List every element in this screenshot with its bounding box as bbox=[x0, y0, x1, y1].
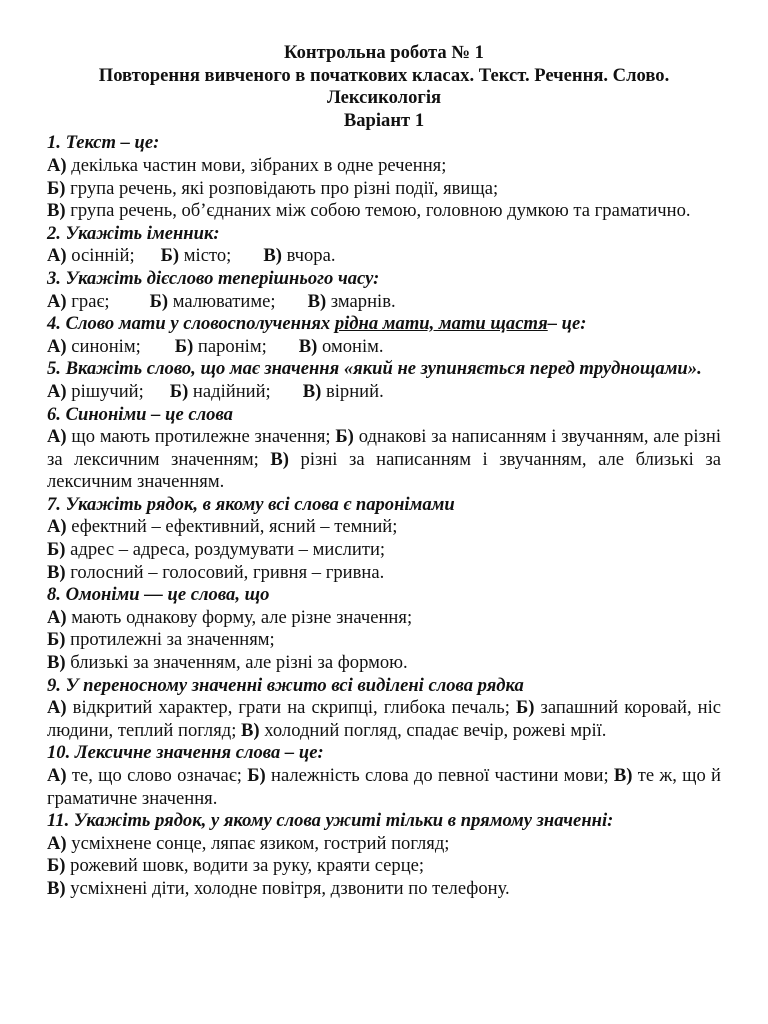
question-6: 6. Синоніми – це слова bbox=[47, 403, 233, 425]
option-text: що мають протилежне значення; bbox=[66, 426, 336, 448]
option-text: те ж, що й граматичне значення. bbox=[47, 765, 721, 809]
test-topic: Повторення вивченого в початкових класах. Текст. Речення. Слово. bbox=[98, 64, 670, 86]
question-text: – це: bbox=[547, 313, 587, 335]
option-label: В) bbox=[241, 719, 260, 741]
option-label: В) bbox=[47, 200, 66, 222]
option-text: близькі за значенням, але різні за формою. bbox=[65, 652, 408, 674]
option-label: А) bbox=[47, 426, 67, 448]
q8-option-c bbox=[47, 652, 721, 675]
option-label: Б) bbox=[247, 765, 266, 786]
option-label: В) bbox=[270, 448, 289, 470]
question-1: 1. Текст – це: bbox=[47, 132, 160, 154]
option-label: В) bbox=[263, 245, 282, 267]
option-text: рожевий шовк, водити за руку, краяти серце; bbox=[65, 855, 425, 877]
question-10: 10. Лексичне значення слова – це: bbox=[47, 742, 324, 764]
question-2: 2. Укажіть іменник: bbox=[47, 222, 220, 244]
option-label: А) bbox=[47, 606, 67, 628]
question-text: 4. Слово мати у словосполученнях bbox=[47, 313, 335, 335]
question-11: 11. Укажіть рядок, у якому слова ужиті тільки в прямому значенні: bbox=[47, 810, 614, 832]
option-label: В) bbox=[47, 652, 66, 674]
option-text: те, що слово означає; bbox=[66, 765, 248, 786]
option-text: рішучий; bbox=[66, 380, 144, 402]
q1-option-a bbox=[47, 155, 721, 178]
option-label: А) bbox=[47, 335, 67, 357]
option-text: належність слова до певної частини мови; bbox=[265, 765, 614, 786]
q11-option-b bbox=[47, 855, 721, 878]
q4-options bbox=[47, 336, 721, 359]
option-text: відкритий характер, грати на скрипці, глибока печаль; bbox=[66, 697, 516, 719]
option-label: Б) bbox=[47, 629, 66, 651]
option-text: однакові за написанням і звучанням, але різні за лексичним значенням; bbox=[47, 426, 721, 470]
question-5: 5. Вкажіть слово, що має значення «який не зупиняється перед труднощами». bbox=[47, 358, 702, 380]
option-text: паронім; bbox=[193, 335, 267, 357]
option-label: Б) bbox=[335, 426, 354, 448]
option-text: осінній; bbox=[66, 245, 135, 267]
question-4 bbox=[47, 313, 721, 336]
option-label: Б) bbox=[149, 290, 169, 312]
option-text: усміхнене сонце, ляпає язиком, гострий погляд; bbox=[66, 832, 450, 854]
question-3: 3. Укажіть дієслово теперішнього часу: bbox=[47, 267, 380, 289]
option-label: В) bbox=[302, 380, 322, 402]
option-text: група речень, які розповідають про різні події, явища; bbox=[65, 177, 499, 199]
option-text: декілька частин мови, зібраних в одне речення; bbox=[66, 154, 447, 176]
option-text: ефектний – ефективний, ясний – темний; bbox=[66, 516, 398, 538]
option-text: запашний коровай, ніс людини, теплий погляд; bbox=[47, 697, 722, 741]
option-label: Б) bbox=[47, 855, 66, 877]
option-label: Б) bbox=[169, 380, 189, 402]
question-9: 9. У переносному значенні вжито всі виділені слова рядка bbox=[47, 674, 524, 696]
option-label: А) bbox=[47, 245, 67, 267]
option-label: Б) bbox=[160, 245, 180, 267]
q11-option-c bbox=[47, 878, 721, 901]
option-label: В) bbox=[307, 290, 327, 312]
option-text: група речень, об’єднаних між собою темою, головною думкою та граматично. bbox=[65, 200, 691, 222]
option-text: протилежні за значенням; bbox=[65, 629, 275, 651]
question-7: 7. Укажіть рядок, в якому всі слова є паронімами bbox=[47, 493, 455, 515]
q1-option-c bbox=[47, 200, 721, 223]
q1-option-b bbox=[47, 178, 721, 201]
option-label: А) bbox=[47, 380, 67, 402]
option-label: А) bbox=[47, 765, 67, 786]
test-topic-continued: Лексикологія bbox=[326, 87, 442, 109]
option-text: місто; bbox=[179, 245, 232, 267]
q2-options bbox=[47, 245, 721, 268]
q9-options bbox=[47, 697, 721, 742]
option-text: малюватиме; bbox=[168, 290, 276, 312]
question-8: 8. Омоніми — це слова, що bbox=[47, 584, 270, 606]
option-label: А) bbox=[47, 290, 67, 312]
option-label: В) bbox=[298, 335, 318, 357]
q3-options bbox=[47, 291, 721, 314]
option-label: Б) bbox=[174, 335, 194, 357]
option-label: А) bbox=[47, 697, 67, 719]
option-text: змарнів. bbox=[326, 290, 396, 312]
q5-options bbox=[47, 381, 721, 404]
option-text: надійний; bbox=[188, 380, 271, 402]
option-text: мають однакову форму, але різне значення; bbox=[66, 606, 413, 628]
q8-option-a bbox=[47, 607, 721, 630]
option-text: омонім. bbox=[317, 335, 384, 357]
option-text: різні за написанням і звучанням, але близькі за лексичним значенням. bbox=[47, 448, 721, 493]
option-label: А) bbox=[47, 516, 67, 538]
option-label: В) bbox=[47, 877, 66, 899]
option-text: адрес – адреса, роздумувати – мислити; bbox=[65, 539, 386, 561]
option-text: усміхнені діти, холодне повітря, дзвонити по телефону. bbox=[65, 877, 510, 899]
q11-option-a bbox=[47, 833, 721, 856]
option-text: грає; bbox=[66, 290, 110, 312]
variant-label: Варіант 1 bbox=[343, 109, 425, 131]
q7-option-a bbox=[47, 516, 721, 539]
test-title: Контрольна робота № 1 bbox=[284, 42, 484, 63]
option-label: Б) bbox=[47, 177, 66, 199]
option-text: вчора. bbox=[281, 245, 336, 267]
q10-options bbox=[47, 765, 721, 810]
option-text: вірний. bbox=[321, 380, 384, 402]
option-label: В) bbox=[47, 561, 66, 583]
option-text: голосний – голосовий, гривня – гривна. bbox=[65, 561, 385, 583]
option-label: Б) bbox=[515, 697, 535, 719]
option-label: В) bbox=[613, 765, 633, 786]
q7-option-c bbox=[47, 562, 721, 585]
option-label: Б) bbox=[47, 539, 66, 561]
q7-option-b bbox=[47, 539, 721, 562]
option-label: А) bbox=[47, 154, 67, 176]
q8-option-b bbox=[47, 629, 721, 652]
option-text: холодний погляд, спадає вечір, рожеві мрії. bbox=[259, 719, 607, 741]
q6-options bbox=[47, 426, 721, 494]
option-text: синонім; bbox=[66, 335, 141, 357]
option-label: А) bbox=[47, 832, 67, 854]
underlined-phrase: рідна мати, мати щастя bbox=[334, 313, 548, 335]
